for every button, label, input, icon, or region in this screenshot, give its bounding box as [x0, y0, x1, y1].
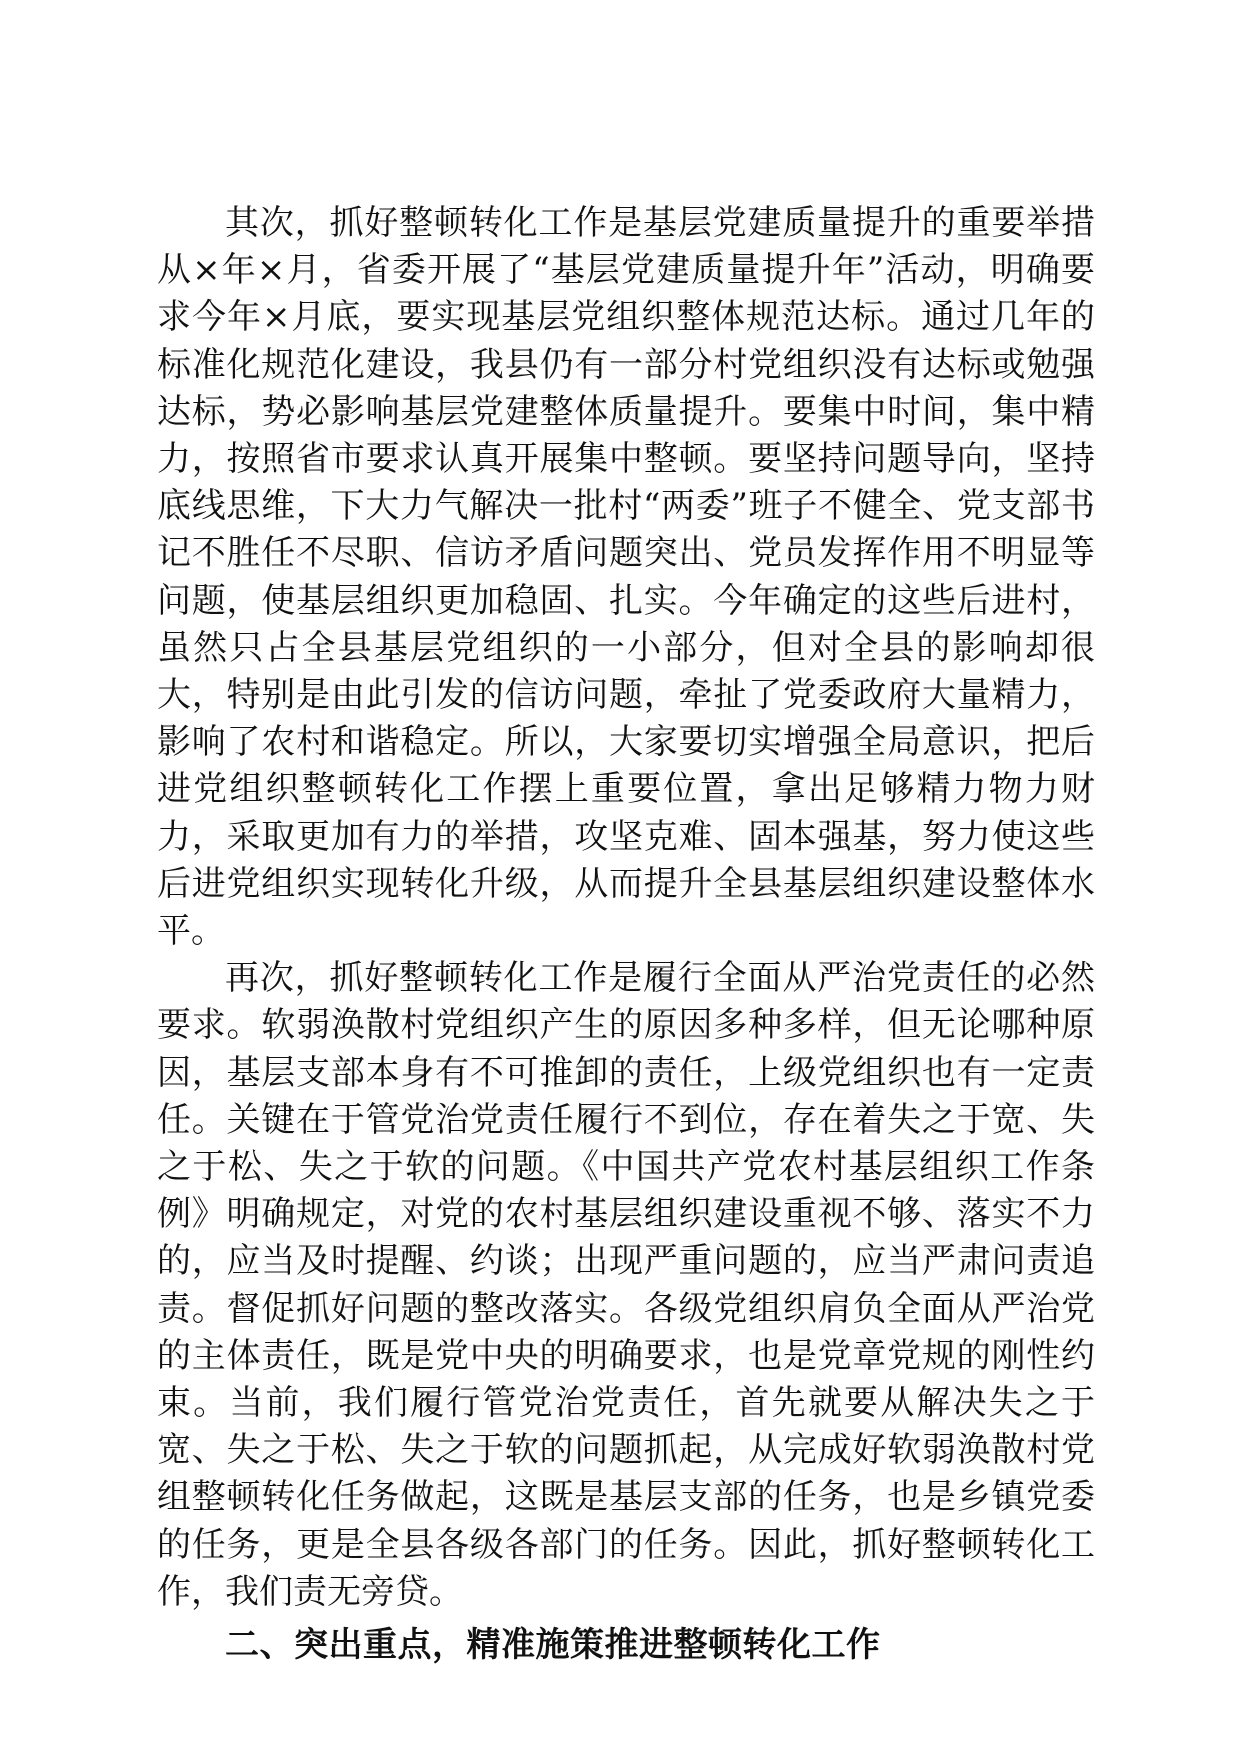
- document-body: [157, 200, 1095, 1669]
- section-heading: 二、突出重点，精准施策推进整顿转化工作: [225, 1625, 881, 1666]
- paragraph-third-point: 再次，抓好整顿转化工作是履行全面从严治党责任的必然要求。软弱涣散村党组织产生的原因多种多样，但无论哪种原因，基层支部本身有不可推卸的责任，上级党组织也有一定责任。关键在于管党治党责任履行不到位，存在着失之于宽、失之于松、失之于软的问题。《中国共产党农村基层组织工作条例》明确规定，对党的农村基层组织建设重视不够、落实不力的，应当及时提醒、约谈；出现严重问题的，应当严肃问责追责。督促抓好问题的整改落实。各级党组织肩负全面从严治党的主体责任，既是党中央的明确要求，也是党章党规的刚性约束。当前，我们履行管党治党责任，首先就要从解决失之于宽、失之于松、失之于软的问题抓起，从完成好软弱涣散村党组整顿转化任务做起，这既是基层支部的任务，也是乡镇党委的任务，更是全县各级各部门的任务。因此，抓好整顿转化工作，我们责无旁贷。: [157, 958, 1095, 1612]
- paragraph-second-point: 其次，抓好整顿转化工作是基层党建质量提升的重要举措从×年×月，省委开展了“基层党建质量提升年”活动，明确要求今年×月底，要实现基层党组织整体规范达标。通过几年的标准化规范化建设，我县仍有一部分村党组织没有达标或勉强达标，势必影响基层党建整体质量提升。要集中时间，集中精力，按照省市要求认真开展集中整顿。要坚持问题导向，坚持底线思维，下大力气解决一批村“两委”班子不健全、党支部书记不胜任不尽职、信访矛盾问题突出、党员发挥作用不明显等问题，使基层组织更加稳固、扎实。今年确定的这些后进村，虽然只占全县基层党组织的一小部分，但对全县的影响却很大，特别是由此引发的信访问题，牵扯了党委政府大量精力，影响了农村和谐稳定。所以，大家要切实增强全局意识，把后进党组织整顿转化工作摆上重要位置，拿出足够精力物力财力，采取更加有力的举措，攻坚克难、固本强基，努力使这些后进党组织实现转化升级，从而提升全县基层组织建设整体水平。: [157, 203, 1095, 952]
